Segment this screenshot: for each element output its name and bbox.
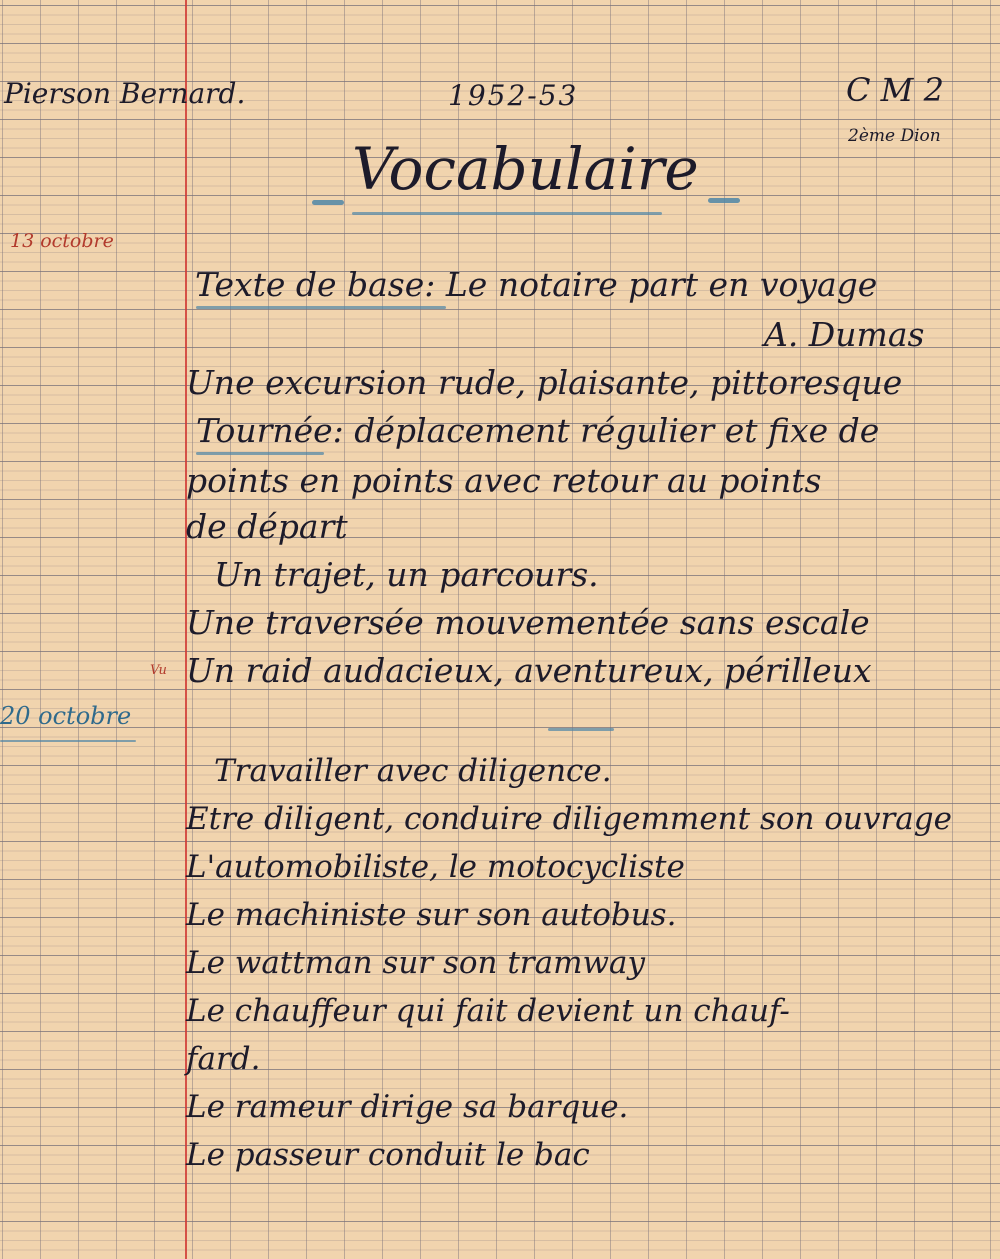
- line-15: Le chauffeur qui fait devient un chauf-: [186, 993, 790, 1029]
- line-10: Travailler avec diligence.: [214, 753, 612, 789]
- margin-date-2-underline: [0, 740, 136, 742]
- division: 2ème Dion: [848, 126, 941, 146]
- line-13: Le machiniste sur son autobus.: [186, 897, 677, 933]
- student-name: Pierson Bernard.: [4, 77, 246, 110]
- class-code: C M 2: [846, 71, 944, 109]
- line-2: A. Dumas: [764, 315, 925, 354]
- line-9: Un raid audacieux, aventureux, périlleux: [186, 651, 872, 690]
- line-16: fard.: [186, 1041, 261, 1077]
- line-11: Etre diligent, conduire diligemment son ouvrage: [186, 801, 952, 837]
- margin-date-1: 13 octobre: [10, 230, 114, 252]
- title-underline: [352, 212, 662, 215]
- title-decoration-left: [312, 200, 344, 205]
- line-18: Le passeur conduit le bac: [186, 1137, 590, 1173]
- page-title: Vocabulaire: [352, 135, 699, 203]
- school-year: 1952-53: [448, 79, 579, 112]
- line-3: Une excursion rude, plaisante, pittoresque: [186, 363, 903, 402]
- line-17: Le rameur dirige sa barque.: [186, 1089, 629, 1125]
- margin-date-2: 20 octobre: [0, 702, 132, 730]
- line-4-underline: [196, 452, 324, 455]
- line-4: Tournée: déplacement régulier et fixe de: [196, 411, 880, 450]
- margin-mark-vu: Vu: [150, 663, 167, 678]
- section-divider: [548, 728, 614, 731]
- line-6: de départ: [186, 507, 348, 546]
- line-7: Un trajet, un parcours.: [214, 555, 599, 594]
- line-1-underline: [196, 306, 446, 309]
- line-12: L'automobiliste, le motocycliste: [186, 849, 685, 885]
- title-decoration-right: [708, 198, 740, 203]
- line-8: Une traversée mouvementée sans escale: [186, 603, 870, 642]
- line-1: Texte de base: Le notaire part en voyage: [195, 265, 878, 304]
- line-5: points en points avec retour au points: [186, 461, 822, 500]
- line-14: Le wattman sur son tramway: [186, 945, 646, 981]
